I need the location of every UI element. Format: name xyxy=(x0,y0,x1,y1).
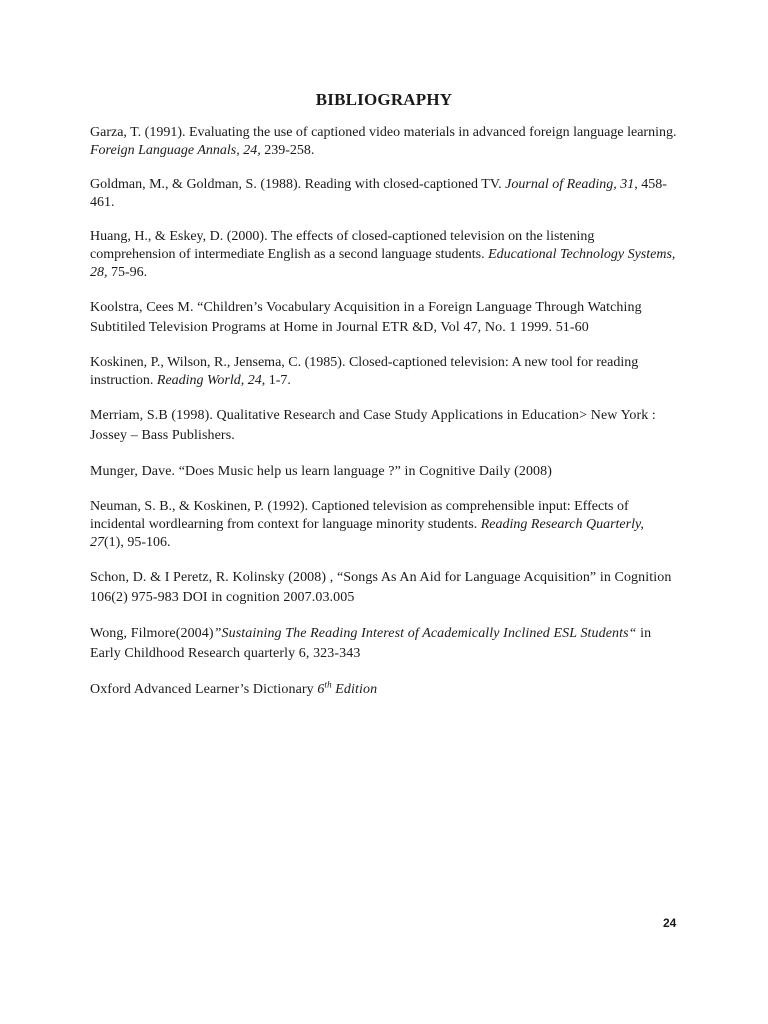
bib-entry-garza: Garza, T. (1991). Evaluating the use of captioned video materials in advanced foreign language learning. Foreign Language Annals, 24, 239-258. xyxy=(90,125,677,158)
page-title: BIBLIOGRAPHY xyxy=(315,90,453,109)
bib-entry-koskinen: Koskinen, P., Wilson, R., Jensema, C. (1985). Closed-captioned television: A new tool for reading instruction. Reading World, 24, 1-7. xyxy=(90,355,639,388)
bib-entry-koolstra: Koolstra, Cees M. “Children’s Vocabulary Acquisition in a Foreign Language Through Watching Subtitiled Television Programs at Home in Journal ETR &D, Vol 47, No. 1 1999. 51-60 xyxy=(90,300,642,335)
bib-entry-munger: Munger, Dave. “Does Music help us learn language ?” in Cognitive Daily (2008) xyxy=(90,464,553,479)
bib-entry-wong: Wong, Filmore(2004)”Sustaining The Reading Interest of Academically Inclined ESL Students“ in Early Childhood Research quarterly 6, 323-343 xyxy=(90,626,652,661)
bib-entry-oxford: Oxford Advanced Learner’s Dictionary 6th Edition xyxy=(90,679,378,697)
bib-entry-neuman: Neuman, S. B., & Koskinen, P. (1992). Captioned television as comprehensible input: Effects of incidental wordlearning from context for language minority students. Reading Research Quarterly, 27(1), 95-106. xyxy=(90,499,644,550)
bib-entry-goldman: Goldman, M., & Goldman, S. (1988). Reading with closed-captioned TV. Journal of Reading, 31, 458-461. xyxy=(90,177,667,210)
bib-entry-merriam: Merriam, S.B (1998). Qualitative Research and Case Study Applications in Education> New York : Jossey – Bass Publishers. xyxy=(90,408,656,443)
page-number: 24 xyxy=(663,916,677,930)
bibliography-list xyxy=(90,124,680,716)
bib-entry-schon: Schon, D. & I Peretz, R. Kolinsky (2008) , “Songs As An Aid for Language Acquisition” in Cognition 106(2) 975-983 DOI in cognition 2007.03.005 xyxy=(90,570,672,605)
bib-entry-huang: Huang, H., & Eskey, D. (2000). The effects of closed-captioned television on the listening comprehension of intermediate English as a second language students. Educational Technology Systems, 28, 75-96. xyxy=(90,229,676,280)
